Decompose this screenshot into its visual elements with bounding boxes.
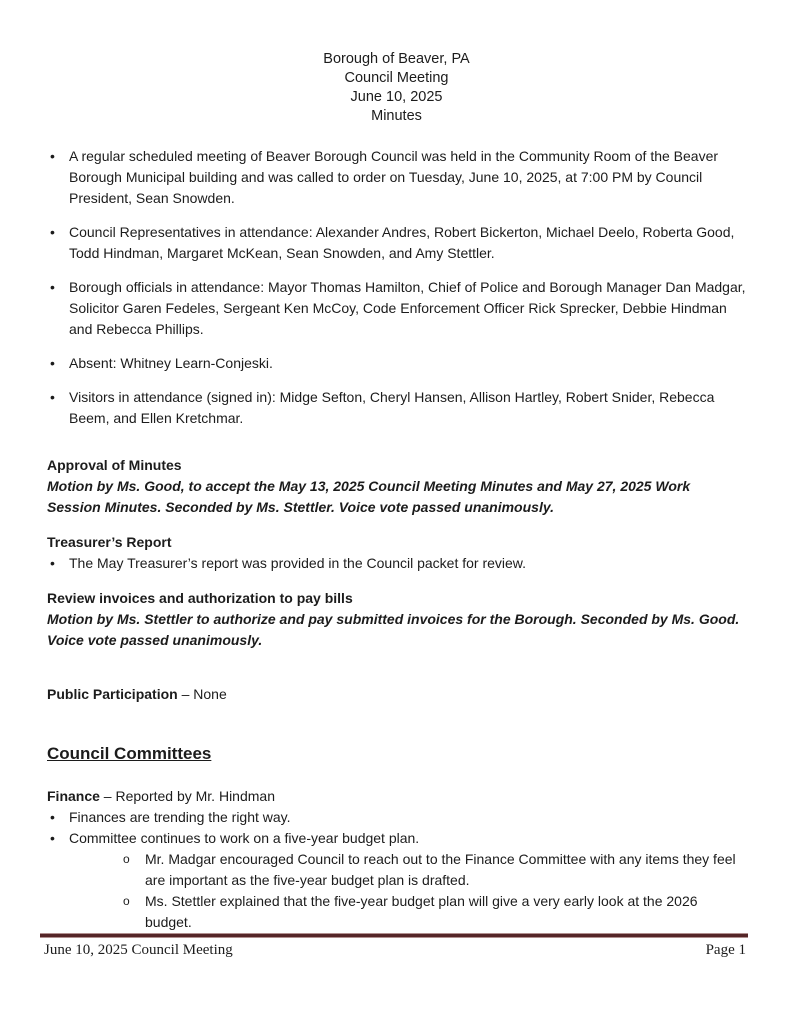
- section-finance: [47, 786, 746, 933]
- list-item: [47, 353, 746, 374]
- bullet-icon: •: [50, 389, 55, 405]
- doc-title-date: June 10, 2025: [350, 89, 443, 105]
- footer-meeting-label: June 10, 2025 Council Meeting: [44, 942, 233, 958]
- list-item-text: A regular scheduled meeting of Beaver Borough Council was held in the Community Room of the Beaver Borough Municipal building and was called to order on Tuesday, June 10, 2025, at 7:00 PM by Council President, Sean Snowden.: [69, 148, 719, 206]
- list-item-text: The May Treasurer’s report was provided in the Council packet for review.: [69, 555, 527, 571]
- section-heading-suffix: – Reported by Mr. Hindman: [99, 788, 275, 804]
- bullet-icon: •: [50, 555, 55, 571]
- section-review-invoices: [47, 588, 746, 651]
- bullet-icon: •: [50, 809, 55, 825]
- list-item-text: Visitors in attendance (signed in): Midge Sefton, Cheryl Hansen, Allison Hartley, Robert Snider, Rebecca Beem, and Ellen Kretchmar.: [69, 389, 715, 426]
- list-item: [47, 807, 746, 828]
- list-item: [47, 146, 746, 209]
- section-council-committees: [47, 743, 746, 765]
- list-item: [47, 222, 746, 264]
- footer-text-row: [40, 942, 748, 959]
- section-treasurers-report: [47, 532, 746, 574]
- list-item-text: Committee continues to work on a five-year budget plan.: [69, 830, 420, 846]
- motion-paragraph: Motion by Ms. Good, to accept the May 13, 2025 Council Meeting Minutes and May 27, 2025 Work Session Minutes. Seconded by Ms. Stettler. Voice vote passed unanimously.: [47, 478, 691, 515]
- attendance-list: [47, 146, 746, 429]
- finance-sub-list: [118, 849, 746, 933]
- list-item: [47, 387, 746, 429]
- list-item: [47, 277, 746, 340]
- list-item-text: Ms. Stettler explained that the five-year budget plan will give a very early look at the 2026 budget.: [145, 893, 698, 930]
- list-item: [47, 553, 746, 574]
- section-heading: Approval of Minutes: [47, 457, 182, 473]
- page-footer: [40, 933, 748, 959]
- list-item-text: Council Representatives in attendance: Alexander Andres, Robert Bickerton, Michael Deelo, Roberta Good, Todd Hindman, Margaret McKean, Sean Snowden, and Amy Stettler.: [69, 224, 735, 261]
- circle-bullet-icon: o: [123, 852, 130, 866]
- section-heading: Treasurer’s Report: [47, 534, 172, 550]
- section-public-participation: [47, 684, 746, 705]
- doc-title-meeting: Council Meeting: [344, 70, 449, 86]
- bullet-icon: •: [50, 148, 55, 164]
- footer-page-number: Page 1: [705, 942, 746, 958]
- footer-divider: [40, 933, 748, 938]
- list-item-text: Finances are trending the right way.: [69, 809, 291, 825]
- circle-bullet-icon: o: [123, 894, 130, 908]
- motion-paragraph: Motion by Ms. Stettler to authorize and pay submitted invoices for the Borough. Seconded by Ms. Good. Voice vote passed unanimously.: [47, 611, 740, 648]
- list-item: [118, 891, 746, 933]
- section-heading: Review invoices and authorization to pay bills: [47, 590, 353, 606]
- section-heading-suffix: – None: [177, 686, 227, 702]
- council-committees-heading: Council Committees: [47, 744, 212, 763]
- finance-heading-line: [47, 786, 746, 807]
- doc-title-org: Borough of Beaver, PA: [323, 51, 470, 67]
- bullet-icon: •: [50, 279, 55, 295]
- document-header: [47, 50, 746, 126]
- section-heading: Finance: [47, 788, 100, 804]
- bullet-icon: •: [50, 830, 55, 846]
- section-heading: Public Participation: [47, 686, 178, 702]
- list-item-text: Mr. Madgar encouraged Council to reach out to the Finance Committee with any items they feel are important as the five-year budget plan is drafted.: [145, 851, 736, 888]
- list-item: [118, 849, 746, 891]
- bullet-icon: •: [50, 224, 55, 240]
- doc-title-minutes: Minutes: [371, 108, 422, 124]
- list-item: [47, 828, 746, 849]
- section-approval-of-minutes: [47, 455, 746, 518]
- list-item-text: Borough officials in attendance: Mayor Thomas Hamilton, Chief of Police and Borough Manager Dan Madgar, Solicitor Garen Fedeles, Sergeant Ken McCoy, Code Enforcement Officer Rick Sprecker, Debbie Hindman and Rebecca Phillips.: [69, 279, 746, 337]
- bullet-icon: •: [50, 355, 55, 371]
- list-item-text: Absent: Whitney Learn-Conjeski.: [69, 355, 273, 371]
